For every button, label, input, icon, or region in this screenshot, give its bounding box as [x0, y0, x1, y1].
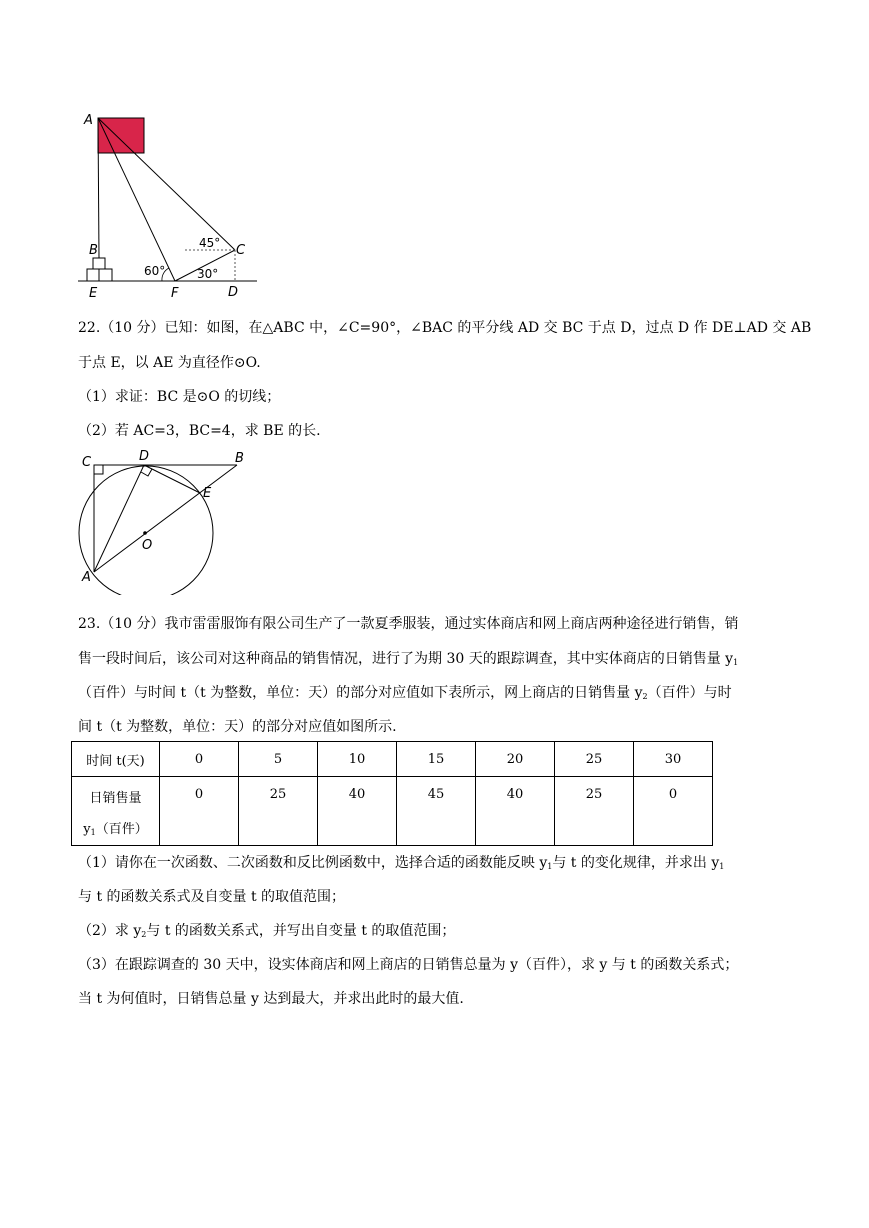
table-cell: 10: [318, 742, 397, 777]
figure-billboard-diagram: [75, 108, 275, 303]
q22-line2: 于点 E，以 AE 为直径作⊙O.: [78, 355, 261, 371]
label-c: C: [82, 455, 92, 470]
q23-line3: [78, 683, 732, 707]
q22-part2: （2）若 AC=3，BC=4，求 BE 的长.: [78, 423, 321, 439]
line-de: [144, 465, 200, 493]
table-cell: 25: [239, 777, 318, 846]
figure-circle-diagram: [75, 445, 265, 595]
label-a: A: [84, 113, 93, 128]
right-angle-d: [141, 469, 152, 476]
circle-o: [79, 466, 213, 595]
q22-line1: 22.（10 分）已知：如图，在△ABC 中，∠C=90°，∠BAC 的平分线 AD 交 BC 于点 D，过点 D 作 DE⊥AD 交 AB: [78, 320, 812, 336]
right-angle-c: [94, 465, 103, 474]
table-cell: 25: [555, 777, 634, 846]
subscript: 1: [547, 862, 553, 871]
table-cell: 20: [476, 742, 555, 777]
q23-part1-line2: 与 t 的函数关系式及自变量 t 的取值范围；: [78, 889, 346, 905]
table-cell: 0: [160, 777, 239, 846]
person-top: [93, 258, 105, 269]
table-cell: 25: [555, 742, 634, 777]
label-o: O: [142, 538, 153, 553]
line-ab: [94, 465, 237, 572]
subscript: 2: [141, 930, 147, 939]
billboard-panel: [98, 118, 144, 153]
label-f: F: [171, 286, 179, 301]
table-cell: 40: [476, 777, 555, 846]
angle-60: 60°: [144, 264, 166, 278]
table-cell: 0: [160, 742, 239, 777]
q23-line4: 间 t（t 为整数，单位：天）的部分对应值如图所示.: [78, 719, 397, 735]
q23-part3-line1: （3）在跟踪调查的 30 天中，设实体商店和网上商店的日销售总量为 y（百件），求 y 与 t 的函数关系式；: [78, 957, 739, 973]
label-e: E: [203, 486, 212, 501]
angle-30: 30°: [197, 267, 219, 281]
angle-45: 45°: [199, 236, 221, 250]
q23-part3-line2: 当 t 为何值时，日销售总量 y 达到最大，并求出此时的最大值.: [78, 991, 464, 1007]
table-cell: 5: [239, 742, 318, 777]
subscript: 1: [733, 658, 739, 667]
label-a: A: [82, 570, 91, 585]
sales-header-line2: $y_1$（百件）: [83, 822, 148, 837]
table-header-time: 时间 t(天): [72, 742, 160, 777]
label-d: D: [228, 285, 239, 300]
subscript: 2: [642, 692, 648, 701]
table-cell: 0: [634, 777, 713, 846]
table-cell: 40: [318, 777, 397, 846]
q23-line3-text-a: （百件）与时间 t（t 为整数，单位：天）的部分对应值如下表所示，网上商店的日销售量 y: [78, 685, 643, 701]
label-d: D: [139, 449, 150, 464]
label-c: C: [236, 243, 246, 258]
q23-line1: 23.（10 分）我市雷雷服饰有限公司生产了一款夏季服装，通过实体商店和网上商店两种途径进行销售，销: [78, 616, 739, 632]
table-cell: 15: [397, 742, 476, 777]
center-point-o: [143, 531, 147, 535]
subscript: 1: [719, 862, 725, 871]
q23-line2: [78, 649, 738, 673]
table-row-sales: [72, 777, 713, 846]
table-row-time: [72, 742, 713, 777]
q23-line3-text-b: （百件）与时: [647, 685, 732, 701]
table-cell: 45: [397, 777, 476, 846]
q23-part2: （2）求 $y_2$与 t 的函数关系式，并写出自变量 t 的取值范围；: [78, 923, 456, 939]
label-e: E: [89, 286, 98, 301]
table-header-sales: [72, 777, 160, 846]
table-cell: 30: [634, 742, 713, 777]
line-ad: [94, 465, 144, 572]
sales-table: [71, 741, 713, 846]
label-b: B: [89, 243, 98, 258]
label-b: B: [235, 451, 244, 466]
q22-part1: （1）求证：BC 是⊙O 的切线；: [78, 389, 281, 405]
q23-part1-line1: （1）请你在一次函数、二次函数和反比例函数中，选择合适的函数能反映 $y_1$与 t 的变化规律，并求出 $y_1$: [78, 855, 725, 871]
line-ac: [98, 118, 235, 250]
q23-line2-text: 售一段时间后，该公司对这种商品的销售情况，进行了为期 30 天的跟踪调查，其中实体商店的日销售量 y: [78, 651, 734, 667]
sales-header-line1: 日销售量: [89, 791, 142, 806]
